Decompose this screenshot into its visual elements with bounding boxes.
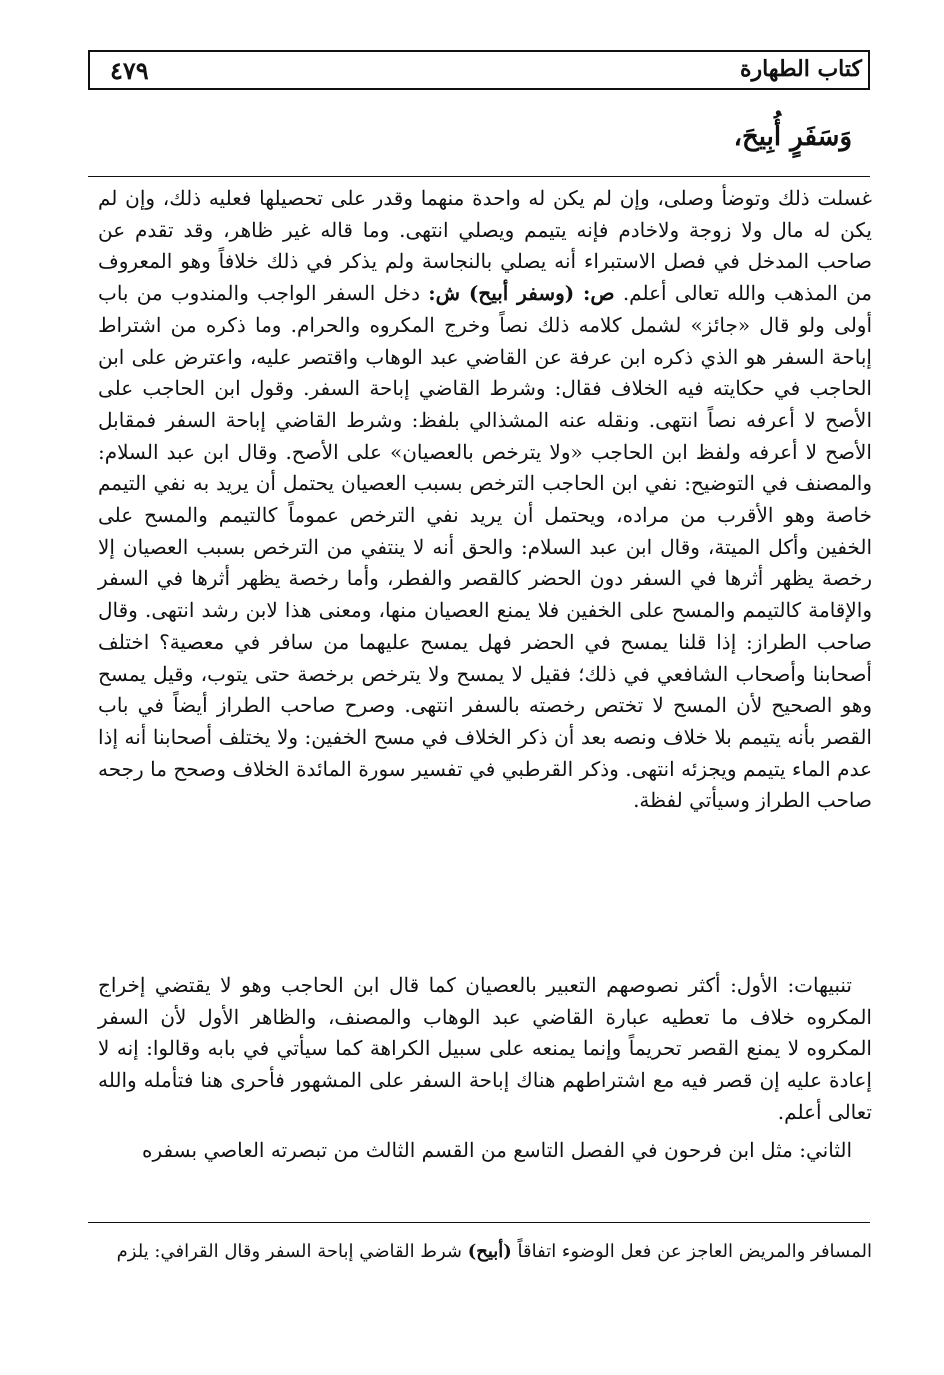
commentary-paragraph xyxy=(98,183,872,817)
commentary-body xyxy=(98,183,872,817)
notes-section xyxy=(98,970,872,1172)
matn-divider xyxy=(88,176,870,177)
note-first: تنبيهات: الأول: أكثر نصوصهم التعبير بالعصيان كما قال ابن الحاجب وهو لا يقتضي إخراج المكروه خلاف ما تعطيه عبارة القاضي عبد الوهاب والمصنف، والظاهر الأول لأن السفر المكروه لا يمنع القصر تحريماً وإنما يمنعه على سبيل الكراهة كما سيأتي في بابه وقالوا: إنه لا إعادة عليه إن قصر فيه مع اشتراطهم هناك إباحة السفر على المشهور فأحرى هنا فتأمله والله تعالى أعلم. xyxy=(98,973,872,1124)
page-number: ٤٧٩ xyxy=(110,56,149,85)
footnote-part-1: المسافر والمريض العاجز عن فعل الوضوء اتفاقاً xyxy=(511,1241,872,1262)
book-title: كتاب الطهارة xyxy=(739,56,862,82)
matn-text: وَسَفَرٍ أُبِيحَ، xyxy=(733,122,852,152)
sad-marker: ص: xyxy=(583,281,615,306)
footnote-bold: (أبيح) xyxy=(467,1241,512,1262)
sharh-marker: ش: xyxy=(428,281,461,306)
commentary-part-1: غسلت ذلك وتوضأ وصلى، وإن لم يكن له واحدة منهما وقدر على تحصيلها فعليه ذلك، وإن لم يكن له مال ولا زوجة ولاخادم فإنه يتيمم ويصلي انتهى. وما قاله غير ظاهر، وقد تقدم عن صاحب المدخل في فصل الاستبراء أنه يصلي بالنجاسة ولم يذكر في ذلك خلافاً وهو المعروف من المذهب والله تعالى أعلم. xyxy=(98,186,873,306)
note-second: الثاني: مثل ابن فرحون في الفصل التاسع من القسم الثالث من تبصرته العاصي بسفره xyxy=(142,1137,852,1162)
footnote xyxy=(98,1238,872,1266)
footnote-part-2: شرط القاضي إباحة السفر وقال القرافي: يلزم xyxy=(116,1241,468,1262)
matn-quote: (وسفر أبيح) xyxy=(460,281,584,306)
commentary-part-2: دخل السفر الواجب والمندوب من باب أولى ولو قال «جائز» لشمل كلامه ذلك نصاً وخرج المكروه والحرام. وما ذكره من اشتراط إباحة السفر هو الذي ذكره ابن عرفة عن القاضي عبد الوهاب واقتصر عليه، واعترض على ابن الحاجب في حكايته فيه الخلاف فقال: وشرط القاضي إباحة السفر. وقول ابن الحاجب على الأصح لا أعرفه نصاً انتهى. ونقله عنه المشذالي بلفظ: وشرط القاضي إباحة السفر فمقابل الأصح لا أعرفه ولفظ ابن الحاجب «ولا يترخص بالعصيان» على الأصح. وقال ابن عبد السلام: والمصنف في التوضيح: نفي ابن الحاجب الترخص بسبب العصيان يحتمل أن يريد به نفي التيمم خاصة وهو الأقرب من مراده، ويحتمل أن يريد نفي الترخص عموماً كالتيمم والمسح على الخفين وأكل الميتة، وقال ابن عبد السلام: والحق أنه لا ينتفي من الترخص بسبب العصيان إلا رخصة يظهر أثرها في السفر دون الحضر كالقصر والفطر، وأما رخصة يظهر أثرها في السفر والإقامة كالتيمم والمسح على الخفين فلا يمنع العصيان منها، ومعنى هذا لابن رشد انتهى. وقال صاحب الطراز: إذا قلنا يمسح في الحضر فهل يمسح عليهما من سافر في معصية؟ اختلف أصحابنا وأصحاب الشافعي في ذلك؛ فقيل لا يمسح ولا يترخص برخصة حتى يتوب، وقيل يمسح وهو الصحيح لأن المسح لا تختص رخصته بالسفر انتهى. وصرح صاحب الطراز أيضاً في باب القصر بأنه يتيمم بلا خلاف ونصه بعد أن ذكر الخلاف في مسح الخفين: ولا يختلف أصحابنا أنه إذا عدم الماء يتيمم ويجزئه انتهى. وذكر القرطبي في تفسير سورة المائدة الخلاف وصحح ما رجحه صاحب الطراز وسيأتي لفظة. xyxy=(98,281,872,813)
footnote-divider xyxy=(88,1222,870,1223)
